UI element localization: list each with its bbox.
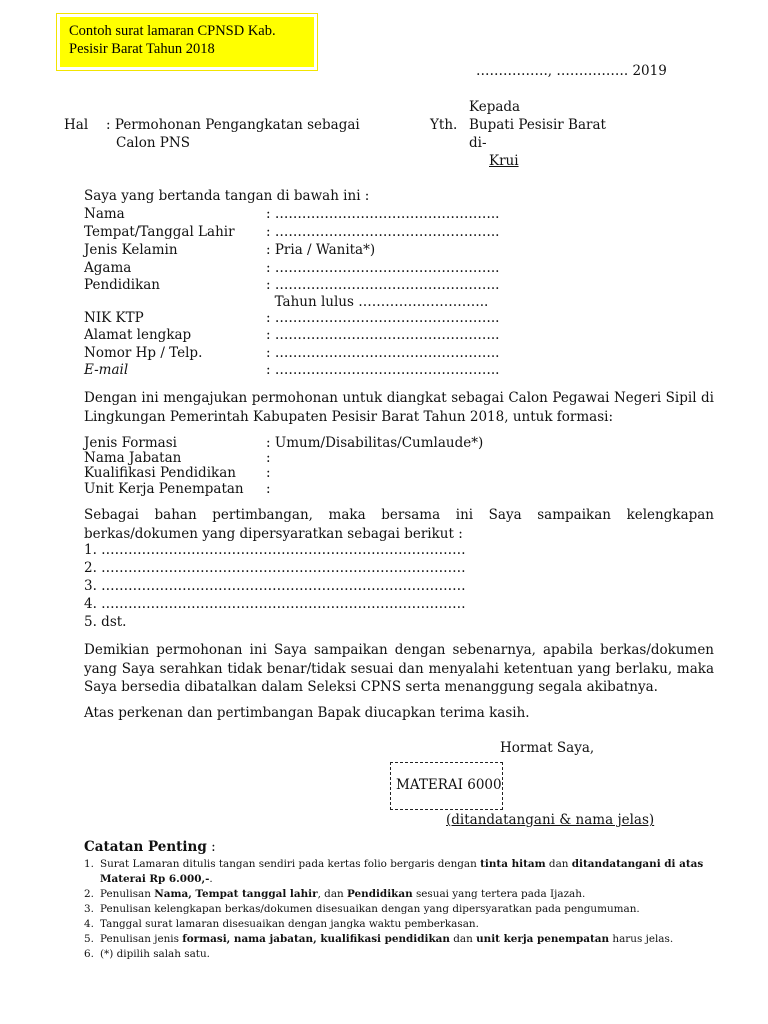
- note-item-3: [84, 902, 744, 917]
- formasi-label-jenis: Jenis Formasi: [84, 435, 177, 451]
- formasi-label-kualifikasi: Kualifikasi Pendidikan: [84, 465, 236, 481]
- formasi-value-jenis: : Umum/Disabilitas/Cumlaude*): [266, 435, 484, 451]
- note-emphasis: unit kerja penempatan: [476, 933, 610, 945]
- note-text: dan: [449, 933, 477, 945]
- note-emphasis: formasi, nama jabatan, kualifikasi pendidikan: [182, 933, 450, 945]
- formasi-label-jabatan: Nama Jabatan: [84, 450, 182, 466]
- intro-line: Saya yang bertanda tangan di bawah ini :: [84, 188, 370, 204]
- note-item-5: [84, 932, 744, 947]
- note-text: .: [209, 873, 213, 885]
- document-item-3: 3. ………………………………………………………………………: [84, 578, 466, 594]
- field-label-email: E-mail: [84, 362, 129, 378]
- field-label-pendidikan: Pendidikan: [84, 277, 161, 293]
- field-label-agama: Agama: [84, 260, 132, 276]
- field-label-alamat: Alamat lengkap: [84, 327, 192, 343]
- subject-label: Hal: [64, 117, 89, 133]
- field-value-nama: : …………………………………………..: [266, 206, 500, 222]
- paragraph-permohonan: Dengan ini mengajukan permohonan untuk diangkat sebagai Calon Pegawai Negeri Sipil di Lingkungan Pemerintah Kabupaten Pesisir Barat Tahun 2018, untuk formasi:: [84, 390, 714, 425]
- field-label-nama: Nama: [84, 206, 125, 222]
- field-label-telp: Nomor Hp / Telp.: [84, 345, 203, 361]
- recipient-di: di-: [469, 135, 487, 151]
- note-item-1: [84, 857, 744, 887]
- document-item-1: 1. ………………………………………………………………………: [84, 542, 466, 558]
- note-text: Penulisan: [100, 888, 155, 900]
- recipient-yth: Yth.: [430, 117, 458, 133]
- paragraph-pertimbangan: Sebagai bahan pertimbangan, maka bersama ini Saya sampaikan kelengkapan berkas/dokumen yang dipersyaratkan sebagai berikut :: [84, 507, 714, 542]
- materai-stamp-box: [390, 762, 503, 810]
- field-value-tahun-lulus: Tahun lulus ………………………..: [266, 294, 489, 310]
- note-emphasis: ditandatangani di atas Materai Rp 6.000,-: [100, 858, 704, 885]
- field-value-alamat: : …………………………………………..: [266, 327, 500, 343]
- note-text: sesuai yang tertera pada Ijazah.: [412, 888, 586, 900]
- recipient-city: Krui: [489, 153, 519, 169]
- signature-note: (ditandatangani & nama jelas): [446, 812, 655, 828]
- note-number: 6.: [84, 948, 94, 960]
- field-label-ttl: Tempat/Tanggal Lahir: [84, 224, 235, 240]
- note-item-4: [84, 917, 744, 932]
- note-emphasis: Pendidikan: [347, 888, 413, 900]
- date-line: ……………., ……………. 2019: [476, 63, 667, 79]
- closing-hormat-saya: Hormat Saya,: [500, 740, 595, 756]
- note-item-6: [84, 947, 744, 962]
- document-item-2: 2. ………………………………………………………………………: [84, 560, 466, 576]
- field-value-pendidikan: : …………………………………………..: [266, 277, 500, 293]
- notes-title-colon: :: [206, 839, 216, 855]
- note-number: 3.: [84, 903, 94, 915]
- header-note-box: [56, 13, 318, 71]
- field-value-nik: : …………………………………………..: [266, 310, 500, 326]
- note-item-2: [84, 887, 744, 902]
- header-note-line-1: Contoh surat lamaran CPNSD Kab.: [69, 23, 276, 39]
- formasi-value-jabatan: :: [266, 450, 271, 466]
- note-emphasis: Nama, Tempat tanggal lahir: [154, 888, 318, 900]
- note-number: 1.: [84, 858, 94, 870]
- note-text: Penulisan jenis: [100, 933, 183, 945]
- field-label-jenis-kelamin: Jenis Kelamin: [84, 242, 178, 258]
- formasi-label-unit-kerja: Unit Kerja Penempatan: [84, 481, 244, 497]
- note-number: 2.: [84, 888, 94, 900]
- note-text: Tanggal surat lamaran disesuaikan dengan jangka waktu pemberkasan.: [100, 918, 479, 930]
- notes-heading: [84, 839, 216, 855]
- document-item-5: 5. dst.: [84, 614, 127, 630]
- note-text: harus jelas.: [609, 933, 674, 945]
- note-text: dan: [545, 858, 572, 870]
- subject-line-2: Calon PNS: [116, 135, 190, 151]
- header-note-line-2: Pesisir Barat Tahun 2018: [69, 41, 215, 57]
- field-label-nik: NIK KTP: [84, 310, 144, 326]
- notes-title: Catatan Penting: [84, 839, 207, 855]
- field-value-ttl: : …………………………………………..: [266, 224, 500, 240]
- materai-stamp-label: MATERAI 6000: [396, 777, 502, 793]
- note-text: Penulisan kelengkapan berkas/dokumen disesuaikan dengan yang dipersyaratkan pada pengumuman.: [100, 903, 640, 915]
- field-value-jenis-kelamin: : Pria / Wanita*): [266, 242, 376, 258]
- note-number: 5.: [84, 933, 94, 945]
- notes-list: [84, 857, 744, 962]
- note-number: 4.: [84, 918, 94, 930]
- field-value-agama: : …………………………………………..: [266, 260, 500, 276]
- formasi-value-kualifikasi: :: [266, 465, 271, 481]
- subject-line-1: : Permohonan Pengangkatan sebagai: [106, 117, 360, 133]
- recipient-name: Bupati Pesisir Barat: [469, 117, 606, 133]
- header-note-highlight: [60, 17, 314, 67]
- note-text: Surat Lamaran ditulis tangan sendiri pada kertas folio bergaris dengan: [100, 858, 481, 870]
- note-emphasis: tinta hitam: [480, 858, 546, 870]
- formasi-value-unit-kerja: :: [266, 481, 271, 497]
- note-text: , dan: [317, 888, 348, 900]
- paragraph-pernyataan: Demikian permohonan ini Saya sampaikan dengan sebenarnya, apabila berkas/dokumen yang Saya serahkan tidak benar/tidak sesuai dan menyalahi ketentuan yang berlaku, maka Saya bersedia dibatalkan dalam Seleksi CPNS serta menanggung segala akibatnya.: [84, 642, 714, 695]
- paragraph-terima-kasih: Atas perkenan dan pertimbangan Bapak diucapkan terima kasih.: [84, 705, 530, 721]
- header-note-text: [69, 22, 309, 58]
- recipient-kepada: Kepada: [469, 99, 521, 115]
- document-item-4: 4. ………………………………………………………………………: [84, 596, 466, 612]
- note-text: (*) dipilih salah satu.: [100, 948, 210, 960]
- field-value-email: : …………………………………………..: [266, 362, 500, 378]
- field-value-telp: : …………………………………………..: [266, 345, 500, 361]
